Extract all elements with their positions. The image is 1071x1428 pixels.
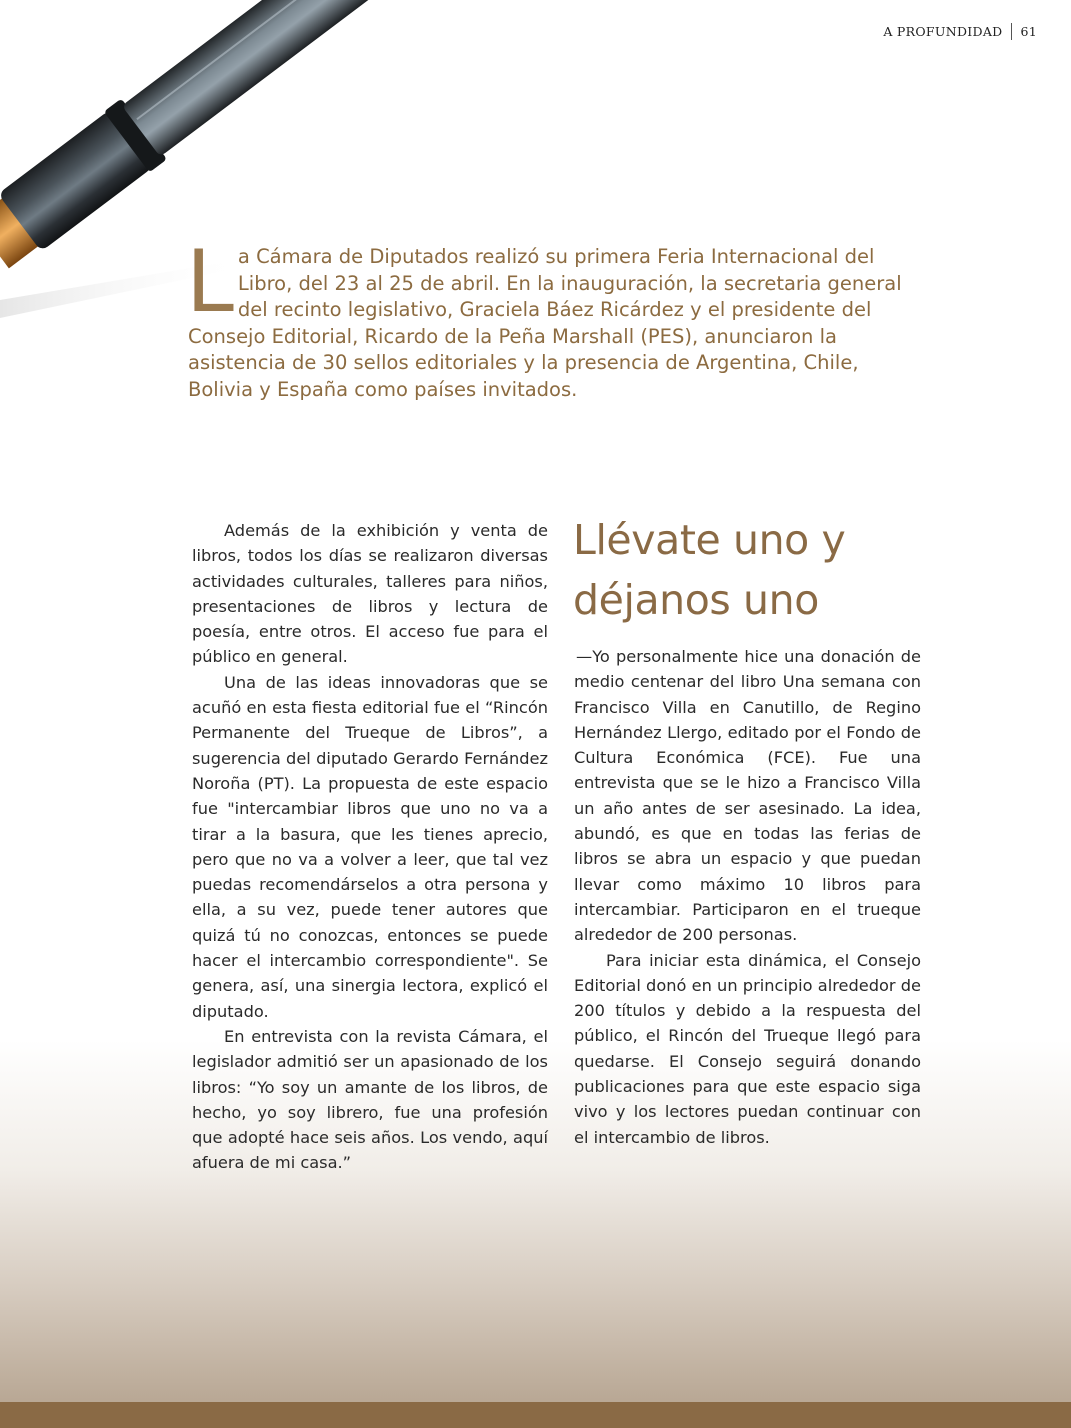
body-paragraph: En entrevista con la revista Cámara, el legislador admitió ser un apasionado de los libros: “Yo soy un amante de los libros, de hecho, yo soy librero, fue una profesión que adopté hace seis años. Los vendo, aquí afuera de mi casa.” — [192, 1026, 548, 1173]
section-title: A PROFUNDIDAD — [883, 23, 1003, 39]
body-paragraph: Una de las ideas innovadoras que se acuñó en esta fiesta editorial fue el “Rincón Permanente del Trueque de Libros”, a sugerencia del diputado Gerardo Fernández Noroña (PT). La propuesta de este espacio fue "intercambiar libros que uno no va a tirar a la basura, que les tienes aprecio, pero que no va a volver a leer, que tal vez puedas recomendárselos a otra persona y ella, a su vez, puede tener autores que quizá tú no conozcas, entonces se puede hacer el intercambio correspondiente". Se genera, así, una sinergia lectora, explicó el diputado. — [192, 672, 548, 1021]
lead-paragraph — [186, 232, 918, 403]
body-paragraph: Para iniciar esta dinámica, el Consejo Editorial donó en un principio alrededor de 200 títulos y debido a la respuesta del público, el Rincón del Trueque llegó para quedarse. El Consejo seguirá donando publicaciones para que este espacio siga vivo y los lectores puedan continuar con el intercambio de libros. — [574, 950, 921, 1147]
drop-cap: L — [186, 232, 234, 332]
header-divider — [1011, 23, 1012, 40]
bottom-bar — [0, 1402, 1071, 1428]
body-paragraph: Además de la exhibición y venta de libros, todos los días se realizaron diversas actividades culturales, talleres para niños, presentaciones de libros y lectura de poesía, entre otros. El acceso fue para el público en general. — [192, 521, 548, 667]
page-number: 61 — [1020, 23, 1037, 39]
running-head — [883, 22, 1037, 40]
left-column — [192, 518, 548, 1176]
lead-text: a Cámara de Diputados realizó su primera Feria Internacional del Libro, del 23 al 25 de abril. En la inauguración, la secretaria general del recinto legislativo, Graciela Báez Ricárdez y el presidente del Consejo Editorial, Ricardo de la Peña Marshall (PES), anunciaron la asistencia de 30 sellos editoriales y la presencia de Argentina, Chile, Bolivia y España como países invitados. — [188, 245, 902, 401]
right-column — [574, 644, 921, 1150]
body-paragraph: —Yo personalmente hice una donación de medio centenar del libro Una semana con Francisco Villa en Canutillo, de Regino Hernández Llergo, editado por el Fondo de Cultura Económica (FCE). Fue una entrevista que se le hizo a Francisco Villa un año antes de ser asesinado. La idea, abundó, es que en todas las ferias de libros se abra un espacio y que puedan llevar como máximo 10 libros para intercambiar. Participaron en el trueque alrededor de 200 personas. — [574, 647, 921, 945]
subheading: Llévate uno y déjanos uno — [573, 516, 846, 624]
